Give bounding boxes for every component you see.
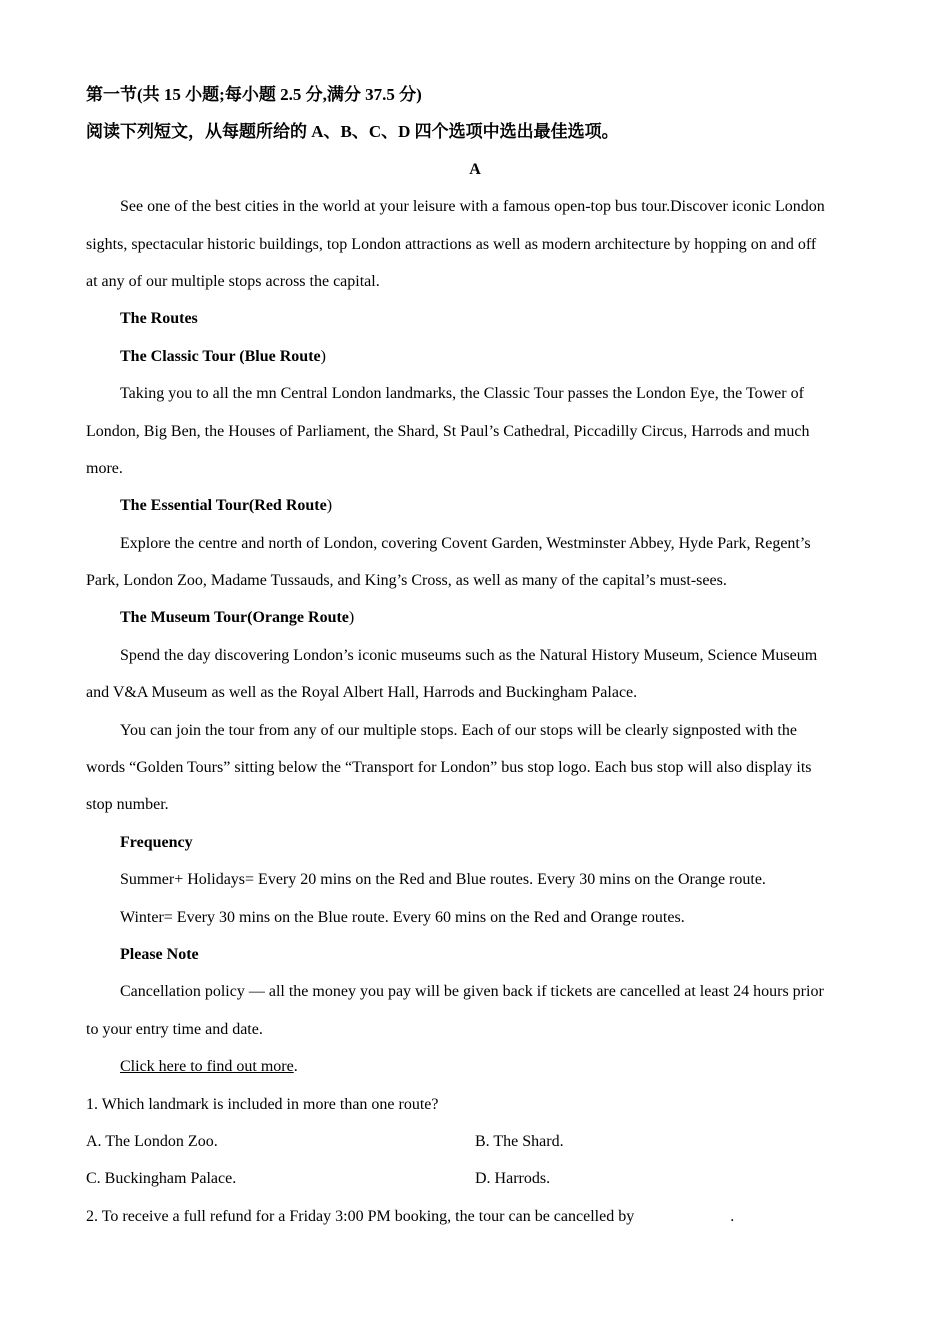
intro-line-1: See one of the best cities in the world at your leisure with a famous open-top bus tour.Discover iconic London — [120, 198, 825, 216]
question-1-option-b[interactable]: B. The Shard. — [475, 1132, 564, 1150]
classic-line-1: Taking you to all the mn Central London landmarks, the Classic Tour passes the London Eye, the Tower of — [120, 385, 804, 403]
classic-line-3: more. — [86, 459, 123, 477]
question-1-options-row-1 — [86, 1123, 864, 1160]
document-page — [86, 76, 864, 1235]
more-link-period: . — [293, 1058, 298, 1076]
museum-line-1: Spend the day discovering London’s iconic museums such as the Natural History Museum, Science Museum — [120, 646, 818, 664]
note-line-1: Cancellation policy — all the money you pay will be given back if tickets are cancelled at least 24 hours prior — [120, 983, 824, 1001]
find-out-more-link[interactable]: Click here to find out more — [120, 1058, 294, 1076]
essential-heading-row — [86, 487, 864, 524]
section-header: 第一节(共 15 小题;每小题 2.5 分,满分 37.5 分) — [86, 85, 422, 104]
question-1-option-c[interactable]: C. Buckingham Palace. — [86, 1170, 237, 1188]
museum-heading: The Museum Tour(Orange Route — [120, 609, 349, 627]
instruction: 阅读下列短文，从每题所给的 A、B、C、D 四个选项中选出最佳选项。 — [86, 122, 619, 142]
essential-heading-paren: ) — [326, 497, 333, 515]
intro-line-3: at any of our multiple stops across the capital. — [86, 272, 380, 290]
note-line-2: to your entry time and date. — [86, 1020, 263, 1038]
museum-heading-paren: ) — [348, 609, 355, 627]
frequency-winter: Winter= Every 30 mins on the Blue route. Every 60 mins on the Red and Orange routes. — [120, 908, 685, 926]
museum-line-2: and V&A Museum as well as the Royal Albert Hall, Harrods and Buckingham Palace. — [86, 684, 638, 702]
note-heading: Please Note — [120, 945, 199, 963]
question-1-option-d[interactable]: D. Harrods. — [475, 1170, 551, 1188]
museum-heading-row — [86, 599, 864, 636]
essential-heading: The Essential Tour(Red Route — [120, 497, 327, 515]
question-1-option-a[interactable]: A. The London Zoo. — [86, 1132, 218, 1150]
frequency-summer: Summer+ Holidays= Every 20 mins on the Red and Blue routes. Every 30 mins on the Orange route. — [120, 871, 766, 889]
join-line-1: You can join the tour from any of our multiple stops. Each of our stops will be clearly signposted with the — [120, 721, 797, 739]
question-1-stem: 1. Which landmark is included in more than one route? — [86, 1095, 439, 1113]
classic-line-2: London, Big Ben, the Houses of Parliament, the Shard, St Paul’s Cathedral, Piccadilly Circus, Harrods and much — [86, 422, 810, 440]
essential-line-1: Explore the centre and north of London, covering Covent Garden, Westminster Abbey, Hyde Park, Regent’s — [120, 534, 811, 552]
classic-heading-row — [86, 338, 864, 375]
join-line-3: stop number. — [86, 796, 169, 814]
passage-label: A — [469, 160, 481, 178]
essential-line-2: Park, London Zoo, Madame Tussauds, and King’s Cross, as well as many of the capital’s must-sees. — [86, 572, 727, 590]
classic-heading: The Classic Tour (Blue Route — [120, 347, 321, 365]
question-2-stem: 2. To receive a full refund for a Friday 3:00 PM booking, the tour can be cancelled by — [86, 1207, 635, 1225]
question-2-period: . — [730, 1207, 735, 1225]
question-2-stem-row — [86, 1198, 864, 1235]
routes-heading: The Routes — [120, 310, 198, 328]
question-1-options-row-2 — [86, 1160, 864, 1197]
classic-heading-paren: ) — [320, 347, 326, 365]
frequency-heading: Frequency — [120, 833, 193, 851]
join-line-2: words “Golden Tours” sitting below the “Transport for London” bus stop logo. Each bus stop will also display its — [86, 759, 812, 777]
intro-line-2: sights, spectacular historic buildings, top London attractions as well as modern architecture by hopping on and off — [86, 235, 817, 253]
more-link-row — [86, 1048, 864, 1085]
